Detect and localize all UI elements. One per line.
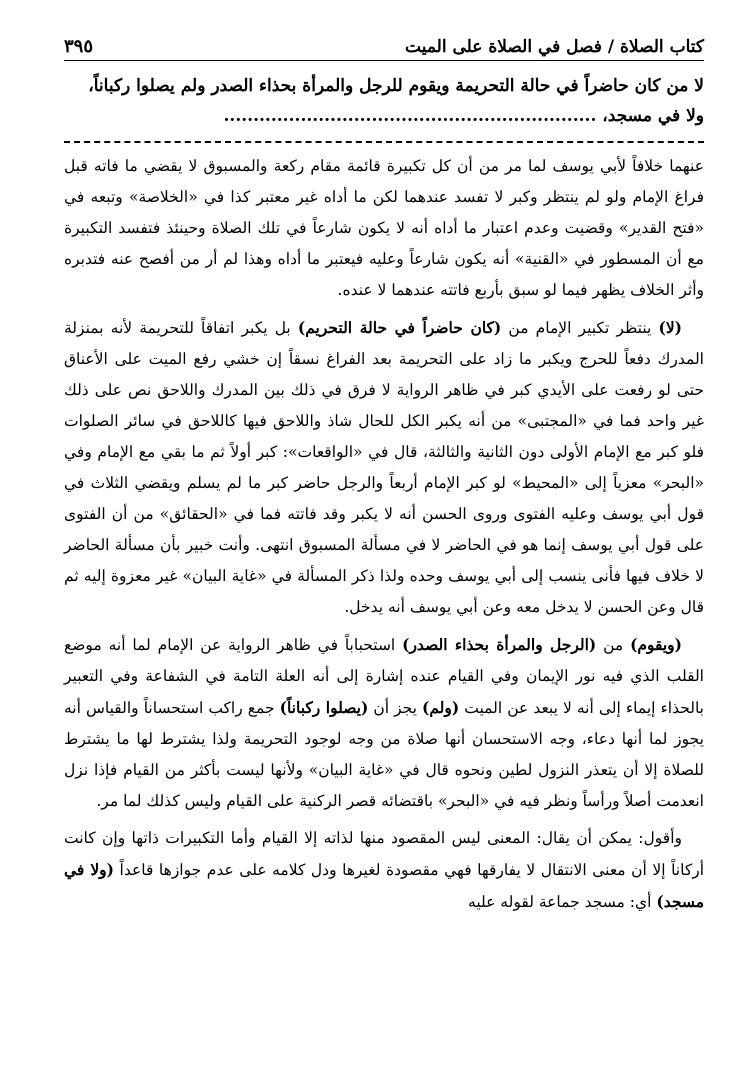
p2-text-1: ينتظر تكبير الإمام من (501, 319, 659, 337)
dashed-separator (64, 141, 704, 143)
p3-text-3: يجز أن (368, 699, 423, 717)
p3-keyword-4: (يصلوا ركباناً) (279, 698, 369, 717)
p2-keyword-1: (لا) (658, 318, 682, 337)
p2-keyword-2: (كان حاضراً في حالة التحريم) (297, 318, 502, 337)
matn-line-2 (64, 101, 704, 131)
matn-text (64, 71, 704, 131)
p3-text-2: استحباباً في ظاهر الرواية عن الإمام لما أنه موضع القلب الذي فيه نور الإيمان وفي القيام عنده إشارة إلى أنه العلة التامة في الشفاعة وفي التعبير بالحذاء إيماء إلى أنه لا يبعد عن الميت (64, 636, 704, 717)
paragraph-2 (64, 312, 704, 623)
p3-keyword-3: (ولم) (422, 698, 460, 717)
matn-line-2-text: ولا في مسجد، (602, 106, 704, 126)
p3-keyword-2: (الرجل والمرأة بحذاء الصدر) (402, 635, 597, 654)
running-title: كتاب الصلاة / فصل في الصلاة على الميت (405, 37, 704, 57)
page-number: ٣٩٥ (64, 36, 94, 57)
document-page (64, 36, 704, 924)
p4-text-2: أي: مسجد جماعة لقوله عليه (468, 893, 657, 911)
page-header (64, 36, 704, 61)
matn-dots: ............................................................... (223, 106, 597, 126)
p2-text-2: بل يكبر اتفاقاً للتحريمة لأنه بمنزلة المدرك دفعاً للحرج ويكبر ما زاد على التحريمة بعد الفراغ نسقاً إن خشي رفع الميت على الأعناق حتى لو رفعت على الأيدي كبر في ظاهر الرواية لا فرق في ذلك بين المدرك واللاحق نص على ذلك غير واحد فما في «المجتبى» من أنه يكبر الكل للحال شاذ واللاحق فيها كاللاحق في سائر الصلوات فلو كبر مع الإمام الأولى دون الثانية والثالثة، قال في «الواقعات»: كبر أولاً ثم ما بقي مع الإمام وفي «البحر» معزياً إلى «المحيط» لو كبر الإمام أربعاً والرجل حاضر كبر ما لم يسلم ويقضي الثلاث في قول أبي يوسف وعليه الفتوى وروى الحسن أنه لا يكبر وقد فاتته فما في «الحقائق» من أن الفتوى على قول أبي يوسف إنما هو في الحاضر لا في مسألة المسبوق انتهى. وأنت خبير بأن مسألة الحاضر لا خلاف فيها فأنى ينسب إلى أبي يوسف وحده ولذا ذكر المسألة في «غاية البيان» غير معزوة إليه ثم قال وعن الحسن لا يدخل معه وعن أبي يوسف أنه يدخل. (64, 319, 704, 616)
paragraph-3 (64, 629, 704, 817)
p3-keyword-1: (ويقوم) (630, 635, 682, 654)
commentary-text (64, 151, 704, 918)
matn-line-1: لا من كان حاضراً في حالة التحريمة ويقوم للرجل والمرأة بحذاء الصدر ولم يصلوا ركباناً، (88, 76, 704, 96)
paragraph-1: عنهما خلافاً لأبي يوسف لما مر من أن كل تكبيرة قائمة مقام ركعة والمسبوق لا يقضي ما فاته قبل فراغ الإمام ولو لم ينتظر وكبر لا تفسد عندهما لكن ما أداه غير معتبر كذا في «الخلاصة» وتبعه في «فتح القدير» وقضيت وعدم اعتبار ما أداه أنه لا يكون شارعاً في تلك الصلاة وحينئذ فتفسد التكبيرة مع أن المسطور في «القنية» أنه يكون شارعاً وعليه فيعتبر ما أداه وهذا لم أر من أفصح عنه فتدبره وأثر الخلاف يظهر فيما لو سبق بأربع فاتته عندهما لا عنده. (64, 157, 704, 299)
p4-text-1: وأقول: يمكن أن يقال: المعنى ليس المقصود منها لذاته إلا القيام وأما التكبيرات ذاتها وإن كانت أركاناً إلا أن معنى الانتقال لا يفارقها فهي مقصودة لغيرها ودل كلامه على عدم جوازها قاعداً (64, 829, 704, 879)
p3-text-1: من (596, 636, 631, 654)
paragraph-4 (64, 823, 704, 918)
p3-text-4: جمع راكب استحساناً والقياس أنه يجوز لما أنها دعاء، وجه الاستحسان أنها صلاة من وجه لوجود التحريمة ولذا يشترط لها ما يشترط للصلاة إلا أن يتعذر النزول لطين ونحوه قال في «غاية البيان» ولأنها ليست بأكثر من القيام فإذا نزل انعدمت أصلاً ورأساً ونظر فيه في «البحر» باقتضائه قصر الركنية على القيام وليس كذلك لما مر. (64, 699, 704, 810)
p4-keyword-1: (ولا في مسجد) (64, 860, 704, 911)
